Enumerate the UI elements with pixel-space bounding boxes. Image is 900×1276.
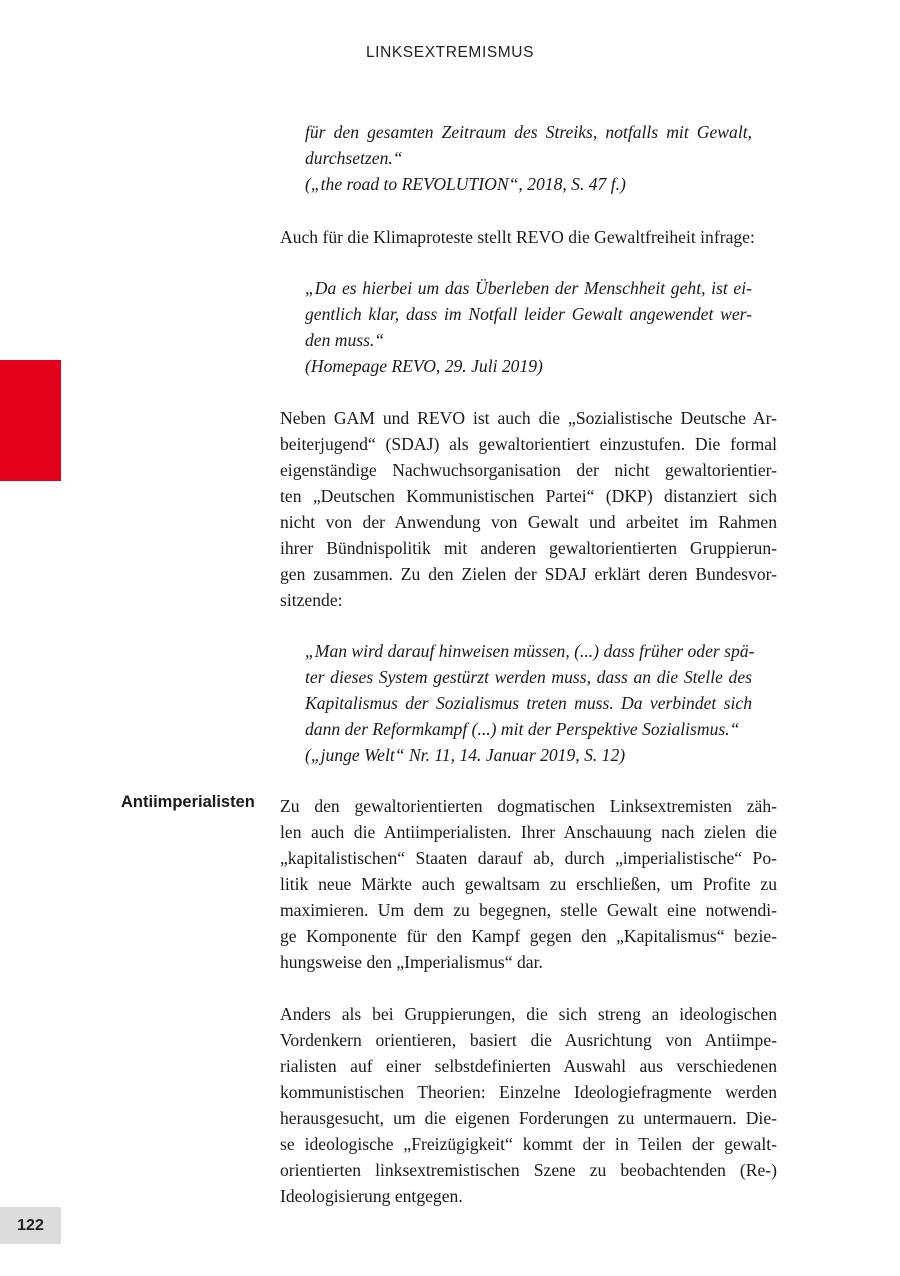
side-heading: Antiimperialisten: [121, 793, 255, 811]
text-line: dann der Reformkampf (...) mit der Perspektive Sozialismus.“: [305, 719, 740, 739]
running-header: LINKSEXTREMISMUS: [365, 44, 535, 61]
text-line: litik neue Märkte auch gewaltsam zu erschließen, um Profite zu: [280, 874, 777, 894]
text-line: durchsetzen.“: [305, 148, 403, 168]
text-line: Zu den gewaltorientierten dogmatischen Linksextremisten zäh-: [280, 796, 777, 816]
text-line: Anders als bei Gruppierungen, die sich streng an ideologischen: [280, 1004, 777, 1024]
text-line: kommunistischen Theorien: Einzelne Ideologiefragmente werden: [280, 1082, 777, 1102]
chapter-marker: [0, 360, 61, 481]
text-line: hungsweise den „Imperialismus“ dar.: [280, 952, 543, 972]
text-line: nicht von der Anwendung von Gewalt und arbeitet im Rahmen: [280, 512, 777, 532]
text-line: für den gesamten Zeitraum des Streiks, notfalls mit Gewalt,: [305, 122, 752, 142]
body-paragraph: [280, 405, 777, 613]
text-line: beiterjugend“ (SDAJ) als gewaltorientiert einzustufen. Die formal: [280, 434, 777, 454]
page-number: 122: [0, 1207, 61, 1244]
body-paragraph: [280, 224, 777, 250]
block-quote: [305, 275, 752, 379]
text-line: Kapitalismus der Sozialismus treten muss. Da verbindet sich: [305, 693, 752, 713]
text-line: (Homepage REVO, 29. Juli 2019): [305, 356, 543, 376]
text-line: se ideologische „Freizügigkeit“ kommt der in Teilen der gewalt-: [280, 1134, 777, 1154]
text-line: („junge Welt“ Nr. 11, 14. Januar 2019, S. 12): [305, 745, 626, 765]
text-line: maximieren. Um dem zu begegnen, stelle Gewalt eine notwendi-: [280, 900, 777, 920]
text-line: („the road to REVOLUTION“, 2018, S. 47 f.): [305, 174, 626, 194]
text-line: eigenständige Nachwuchsorganisation der nicht gewaltorientier-: [280, 460, 777, 480]
text-line: ge Komponente für den Kampf gegen den „Kapitalismus“ bezie-: [280, 926, 777, 946]
body-paragraph: [280, 793, 777, 975]
text-line: rialisten auf einer selbstdefinierten Auswahl aus verschiedenen: [280, 1056, 777, 1076]
text-line: gen zusammen. Zu den Zielen der SDAJ erklärt deren Bundesvor-: [280, 564, 777, 584]
text-line: Vordenkern orientieren, basiert die Ausrichtung von Antiimpe-: [280, 1030, 777, 1050]
text-line: ter dieses System gestürzt werden muss, dass an die Stelle des: [305, 667, 752, 687]
text-line: gentlich klar, dass im Notfall leider Gewalt angewendet wer-: [305, 304, 752, 324]
text-line: orientierten linksextremistischen Szene zu beobachtenden (Re-): [280, 1160, 777, 1180]
text-line: ihrer Bündnispolitik mit anderen gewaltorientierten Gruppierun-: [280, 538, 777, 558]
text-line: „Da es hierbei um das Überleben der Menschheit geht, ist ei-: [305, 278, 752, 298]
body-paragraph: [280, 1001, 777, 1209]
text-line: den muss.“: [305, 330, 385, 350]
block-quote: [305, 638, 755, 768]
text-line: Auch für die Klimaproteste stellt REVO die Gewaltfreiheit infrage:: [280, 227, 755, 247]
text-line: Ideologisierung entgegen.: [280, 1186, 463, 1206]
text-line: sitzende:: [280, 590, 343, 610]
text-line: herausgesucht, um die eigenen Forderungen zu untermauern. Die-: [280, 1108, 777, 1128]
text-line: Neben GAM und REVO ist auch die „Sozialistische Deutsche Ar-: [280, 408, 777, 428]
text-line: len auch die Antiimperialisten. Ihrer Anschauung nach zielen die: [280, 822, 777, 842]
block-quote: [305, 119, 752, 197]
text-line: ten „Deutschen Kommunistischen Partei“ (DKP) distanziert sich: [280, 486, 777, 506]
text-line: „Man wird darauf hinweisen müssen, (...) dass früher oder spä-: [305, 641, 755, 661]
text-line: „kapitalistischen“ Staaten darauf ab, durch „imperialistische“ Po-: [280, 848, 777, 868]
